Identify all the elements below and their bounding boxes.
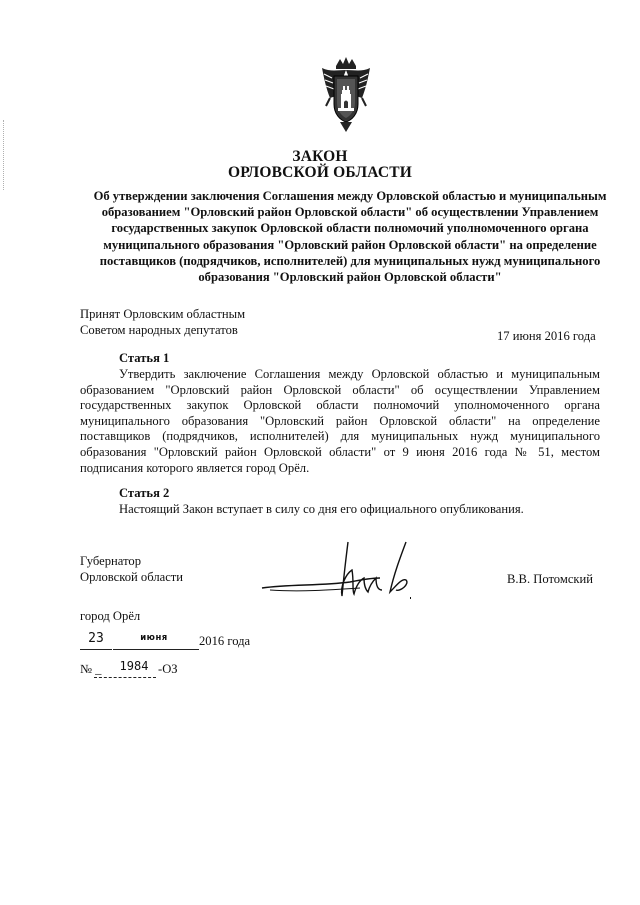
article-1-text: Утвердить заключение Соглашения между Орловской областью и муниципальным образованием "Орловский район Орловской области" об осуществлении Управлением государственных закупок Орловской области полномочий уполномоченного органа муниципального образования "Орловский район Орловской области" на определение поставщиков (подрядчиков, исполнителей) для муниципальных нужд муниципального образования "Орловский район Орловской области" от 9 июня 2016 года № 51, местом подписания которого является город Орёл. xyxy=(80,367,600,475)
signing-month-underline xyxy=(113,649,199,650)
law-number-prefix: № _ xyxy=(80,662,102,676)
signing-date-line xyxy=(80,631,300,654)
issuing-authority-title: ОРЛОВСКОЙ ОБЛАСТИ xyxy=(227,164,413,181)
law-number-underline xyxy=(94,677,156,678)
coat-of-arms-icon xyxy=(316,56,376,134)
signing-year: 2016 года xyxy=(199,634,251,648)
article-2-text: Настоящий Закон вступает в силу со дня его официального опубликования. xyxy=(119,502,524,516)
signature-icon xyxy=(260,538,430,608)
signing-day: 23 xyxy=(88,631,104,646)
adoption-date: 17 июня 2016 года xyxy=(497,329,596,343)
article-2-heading: Статья 2 xyxy=(119,486,170,500)
governor-title-line-1: Губернатор xyxy=(80,554,141,568)
law-number: 1984 xyxy=(119,659,149,673)
signing-day-underline xyxy=(80,649,112,650)
signing-month: июня xyxy=(140,633,168,643)
adopted-by-line-2: Советом народных депутатов xyxy=(80,323,238,337)
law-subject-heading: Об утверждении заключения Соглашения между Орловской областью и муниципальным образованием "Орловский район Орловской области" об осуществлении Управлением государственных закупок Орловской области полномочий уполномоченного органа муниципального образования "Орловский район Орловской области" на определение поставщиков (подрядчиков, исполнителей) для муниципальных нужд муниципального образования "Орловский район Орловской области" xyxy=(93,189,607,285)
law-number-suffix: -ОЗ xyxy=(158,662,178,676)
signing-city: город Орёл xyxy=(80,609,141,623)
article-1-heading: Статья 1 xyxy=(119,351,170,365)
governor-title-line-2: Орловской области xyxy=(80,570,184,584)
governor-name: В.В. Потомский xyxy=(507,572,594,586)
governor-title-block xyxy=(80,553,183,585)
adopted-by-line-1: Принят Орловским областным xyxy=(80,307,246,321)
adopted-by-block xyxy=(80,306,245,338)
law-number-line xyxy=(80,659,280,682)
document-type-title: ЗАКОН xyxy=(292,148,348,165)
